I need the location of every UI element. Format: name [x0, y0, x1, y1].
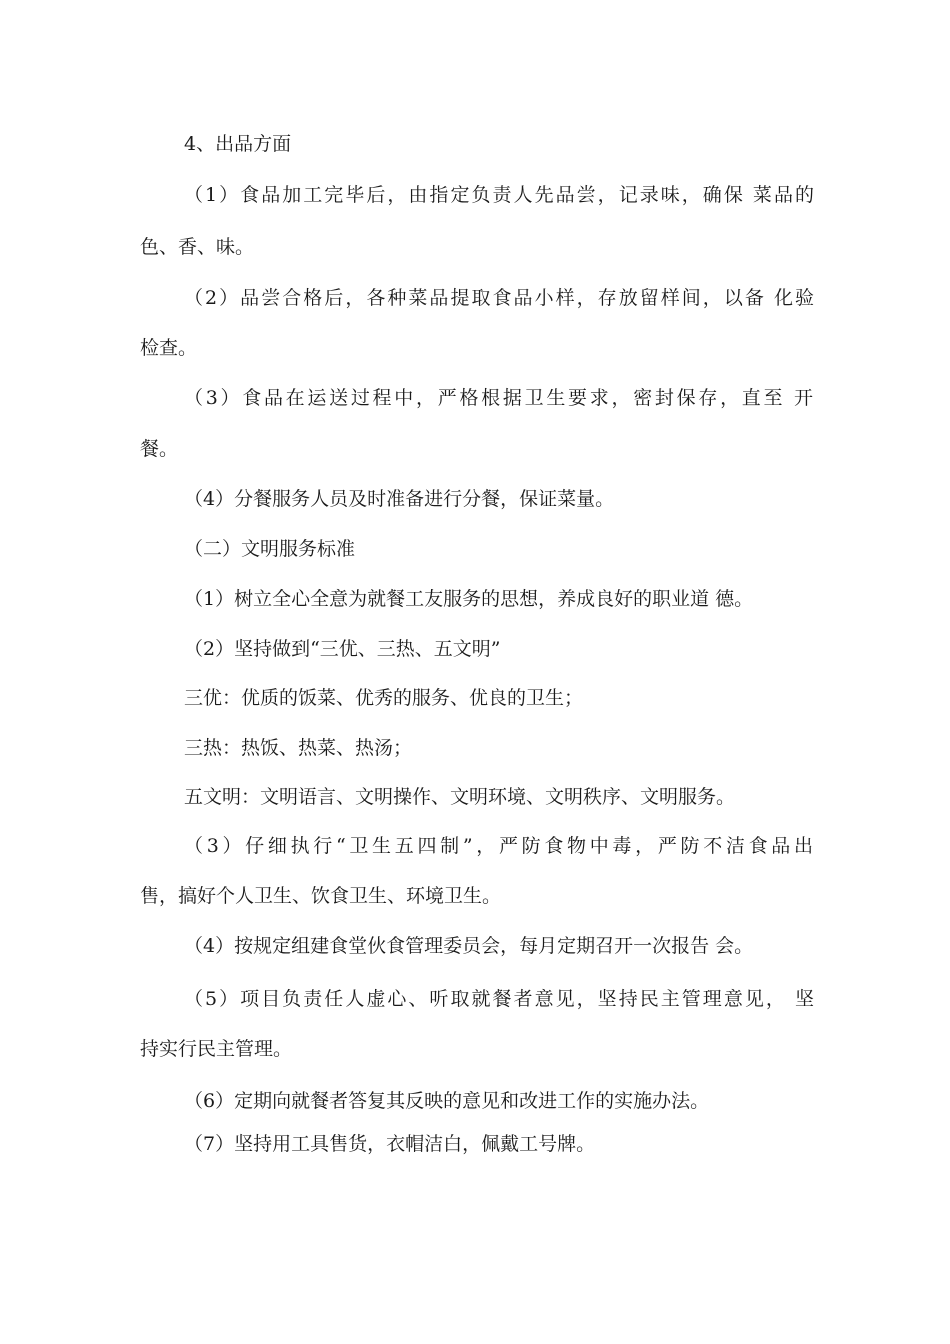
paragraph-line: （4）按规定组建食堂伙食管理委员会，每月定期召开一次报告 会。 [184, 935, 754, 957]
paragraph-line: （7）坚持用工具售货，衣帽洁白，佩戴工号牌。 [184, 1133, 596, 1155]
paragraph-line: （2）坚持做到“三优、三热、五文明” [184, 638, 501, 660]
paragraph-line: （4）分餐服务人员及时准备进行分餐，保证菜量。 [184, 488, 615, 510]
subsection-title: （二）文明服务标准 [184, 538, 356, 560]
paragraph-line: 五文明：文明语言、文明操作、文明环境、文明秩序、文明服务。 [184, 786, 736, 808]
paragraph-line: 售，搞好个人卫生、饮食卫生、环境卫生。 [140, 885, 502, 907]
paragraph-line: （2）品尝合格后，各种菜品提取食品小样，存放留样间，以备 化验 [184, 287, 814, 309]
paragraph-line: 色、香、味。 [140, 236, 255, 258]
paragraph-line: （5）项目负责任人虚心、听取就餐者意见，坚持民主管理意见， 坚 [184, 988, 814, 1010]
paragraph-line: （1）食品加工完毕后，由指定负责人先品尝，记录味，确保 菜品的 [184, 184, 814, 206]
paragraph-line: （6）定期向就餐者答复其反映的意见和改进工作的实施办法。 [184, 1090, 710, 1112]
paragraph-line: 三优：优质的饭菜、优秀的服务、优良的卫生； [184, 687, 584, 709]
paragraph-line: 检查。 [140, 337, 198, 359]
paragraph-line: 餐。 [140, 438, 179, 460]
paragraph-line: （3）食品在运送过程中，严格根据卫生要求，密封保存，直至 开 [184, 387, 814, 409]
paragraph-line: 三热：热饭、热菜、热汤； [184, 737, 413, 759]
paragraph-line: （3）仔细执行“卫生五四制”，严防食物中毒，严防不洁食品出 [184, 835, 814, 857]
paragraph-line: 持实行民主管理。 [140, 1038, 293, 1060]
paragraph-line: （1）树立全心全意为就餐工友服务的思想，养成良好的职业道 德。 [184, 588, 754, 610]
section-title: 4、出品方面 [184, 133, 292, 155]
